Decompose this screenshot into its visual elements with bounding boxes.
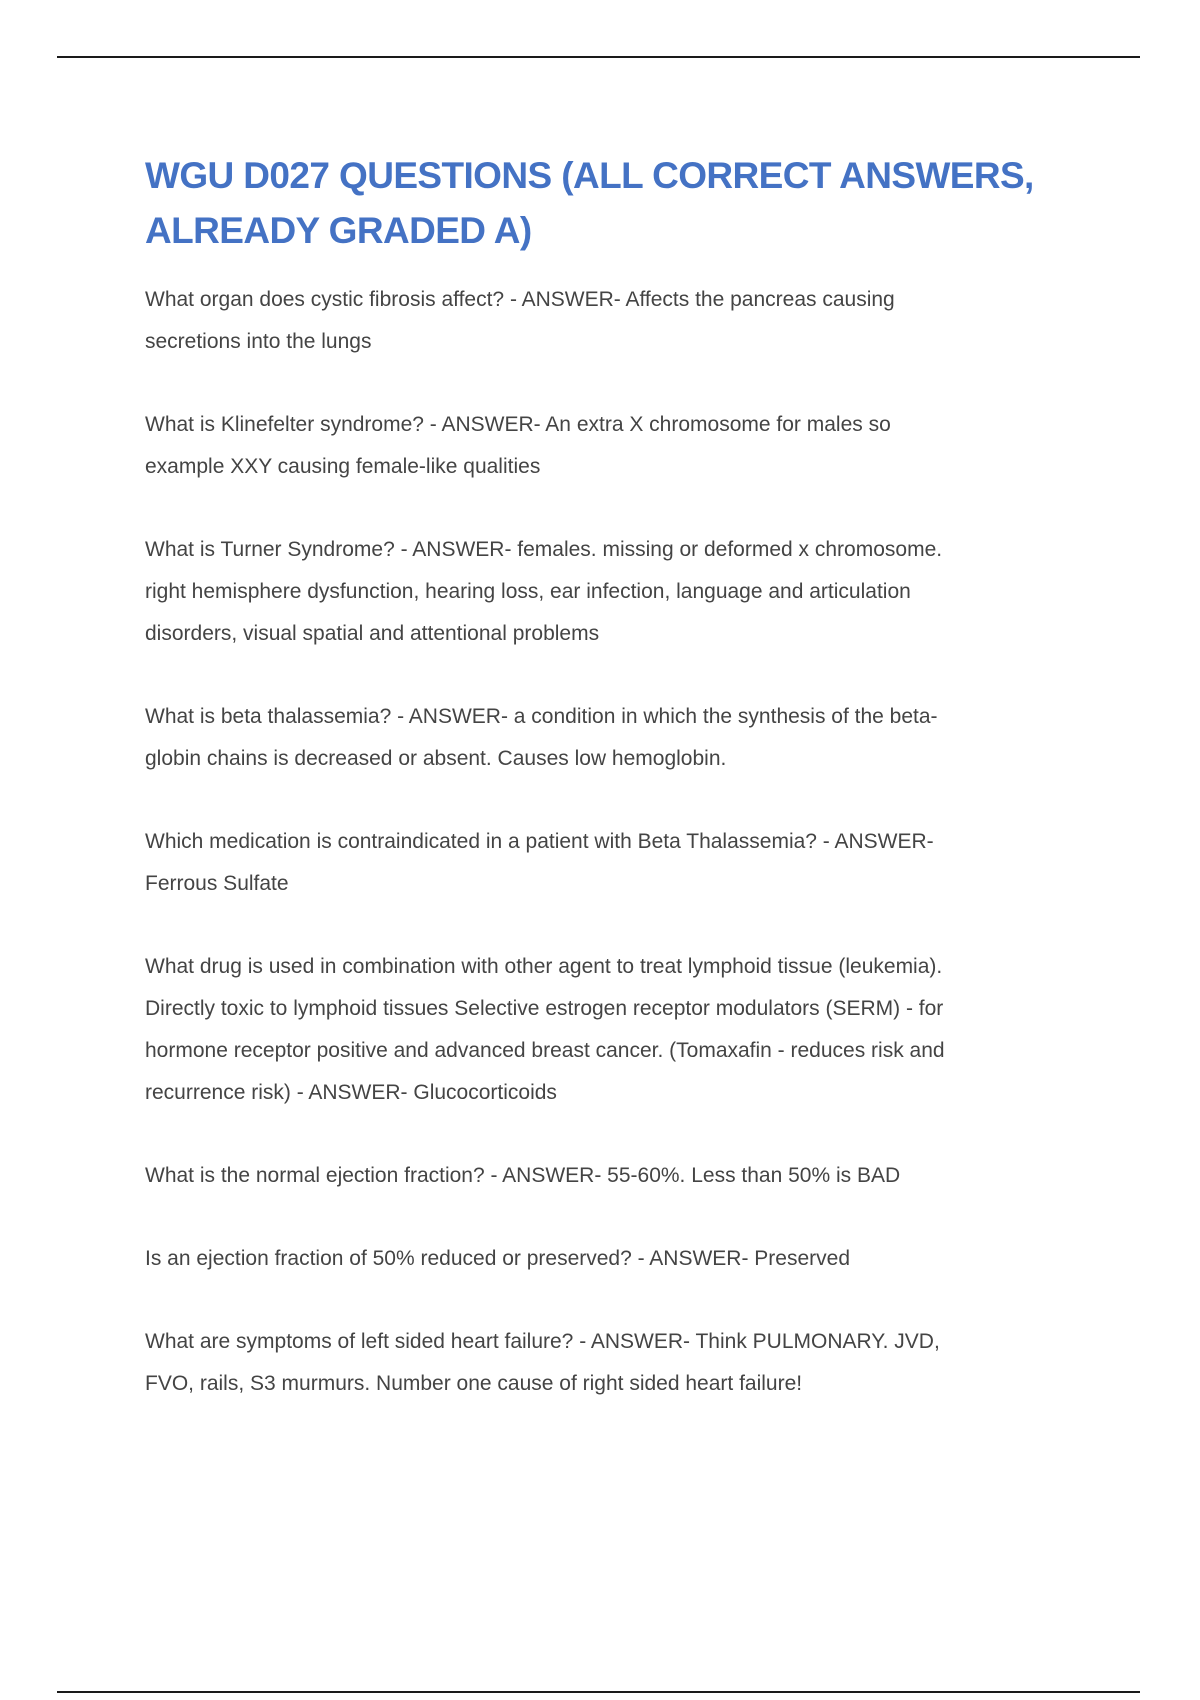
qa-line: right hemisphere dysfunction, hearing loss, ear infection, language and articulation: [145, 580, 911, 603]
document-title: [145, 148, 1145, 258]
qa-line: hormone receptor positive and advanced breast cancer. (Tomaxafin - reduces risk and: [145, 1039, 945, 1062]
question-answer-item: [145, 1238, 1145, 1280]
qa-line: What is the normal ejection fraction? - ANSWER- 55-60%. Less than 50% is BAD: [145, 1164, 901, 1187]
qa-line: Ferrous Sulfate: [145, 872, 289, 895]
qa-line: What are symptoms of left sided heart failure? - ANSWER- Think PULMONARY. JVD,: [145, 1330, 940, 1353]
question-answer-item: [145, 1321, 1145, 1405]
question-answer-item: [145, 529, 1145, 655]
qa-line: Is an ejection fraction of 50% reduced or preserved? - ANSWER- Preserved: [145, 1247, 850, 1270]
qa-list: [145, 279, 1145, 1446]
question-answer-item: [145, 696, 1145, 780]
title-line: WGU D027 QUESTIONS (ALL CORRECT ANSWERS,: [145, 155, 1034, 196]
qa-line: What drug is used in combination with other agent to treat lymphoid tissue (leukemia).: [145, 955, 943, 978]
question-answer-item: [145, 946, 1145, 1114]
qa-line: FVO, rails, S3 murmurs. Number one cause of right sided heart failure!: [145, 1372, 803, 1395]
title-line: ALREADY GRADED A): [145, 210, 532, 251]
qa-line: What organ does cystic fibrosis affect? - ANSWER- Affects the pancreas causing: [145, 288, 895, 311]
qa-line: Which medication is contraindicated in a patient with Beta Thalassemia? - ANSWER-: [145, 830, 934, 853]
qa-line: example XXY causing female-like qualities: [145, 455, 541, 478]
qa-line: What is Klinefelter syndrome? - ANSWER- An extra X chromosome for males so: [145, 413, 891, 436]
qa-line: recurrence risk) - ANSWER- Glucocorticoids: [145, 1081, 557, 1104]
header-rule: [57, 56, 1140, 58]
qa-line: What is Turner Syndrome? - ANSWER- females. missing or deformed x chromosome.: [145, 538, 943, 561]
qa-line: What is beta thalassemia? - ANSWER- a condition in which the synthesis of the beta-: [145, 705, 938, 728]
qa-line: Directly toxic to lymphoid tissues Selective estrogen receptor modulators (SERM) - for: [145, 997, 944, 1020]
qa-line: secretions into the lungs: [145, 330, 372, 353]
question-answer-item: [145, 279, 1145, 363]
qa-line: disorders, visual spatial and attentional problems: [145, 622, 600, 645]
footer-rule: [57, 1691, 1140, 1693]
question-answer-item: [145, 1155, 1145, 1197]
question-answer-item: [145, 821, 1145, 905]
qa-line: globin chains is decreased or absent. Causes low hemoglobin.: [145, 747, 727, 770]
question-answer-item: [145, 404, 1145, 488]
